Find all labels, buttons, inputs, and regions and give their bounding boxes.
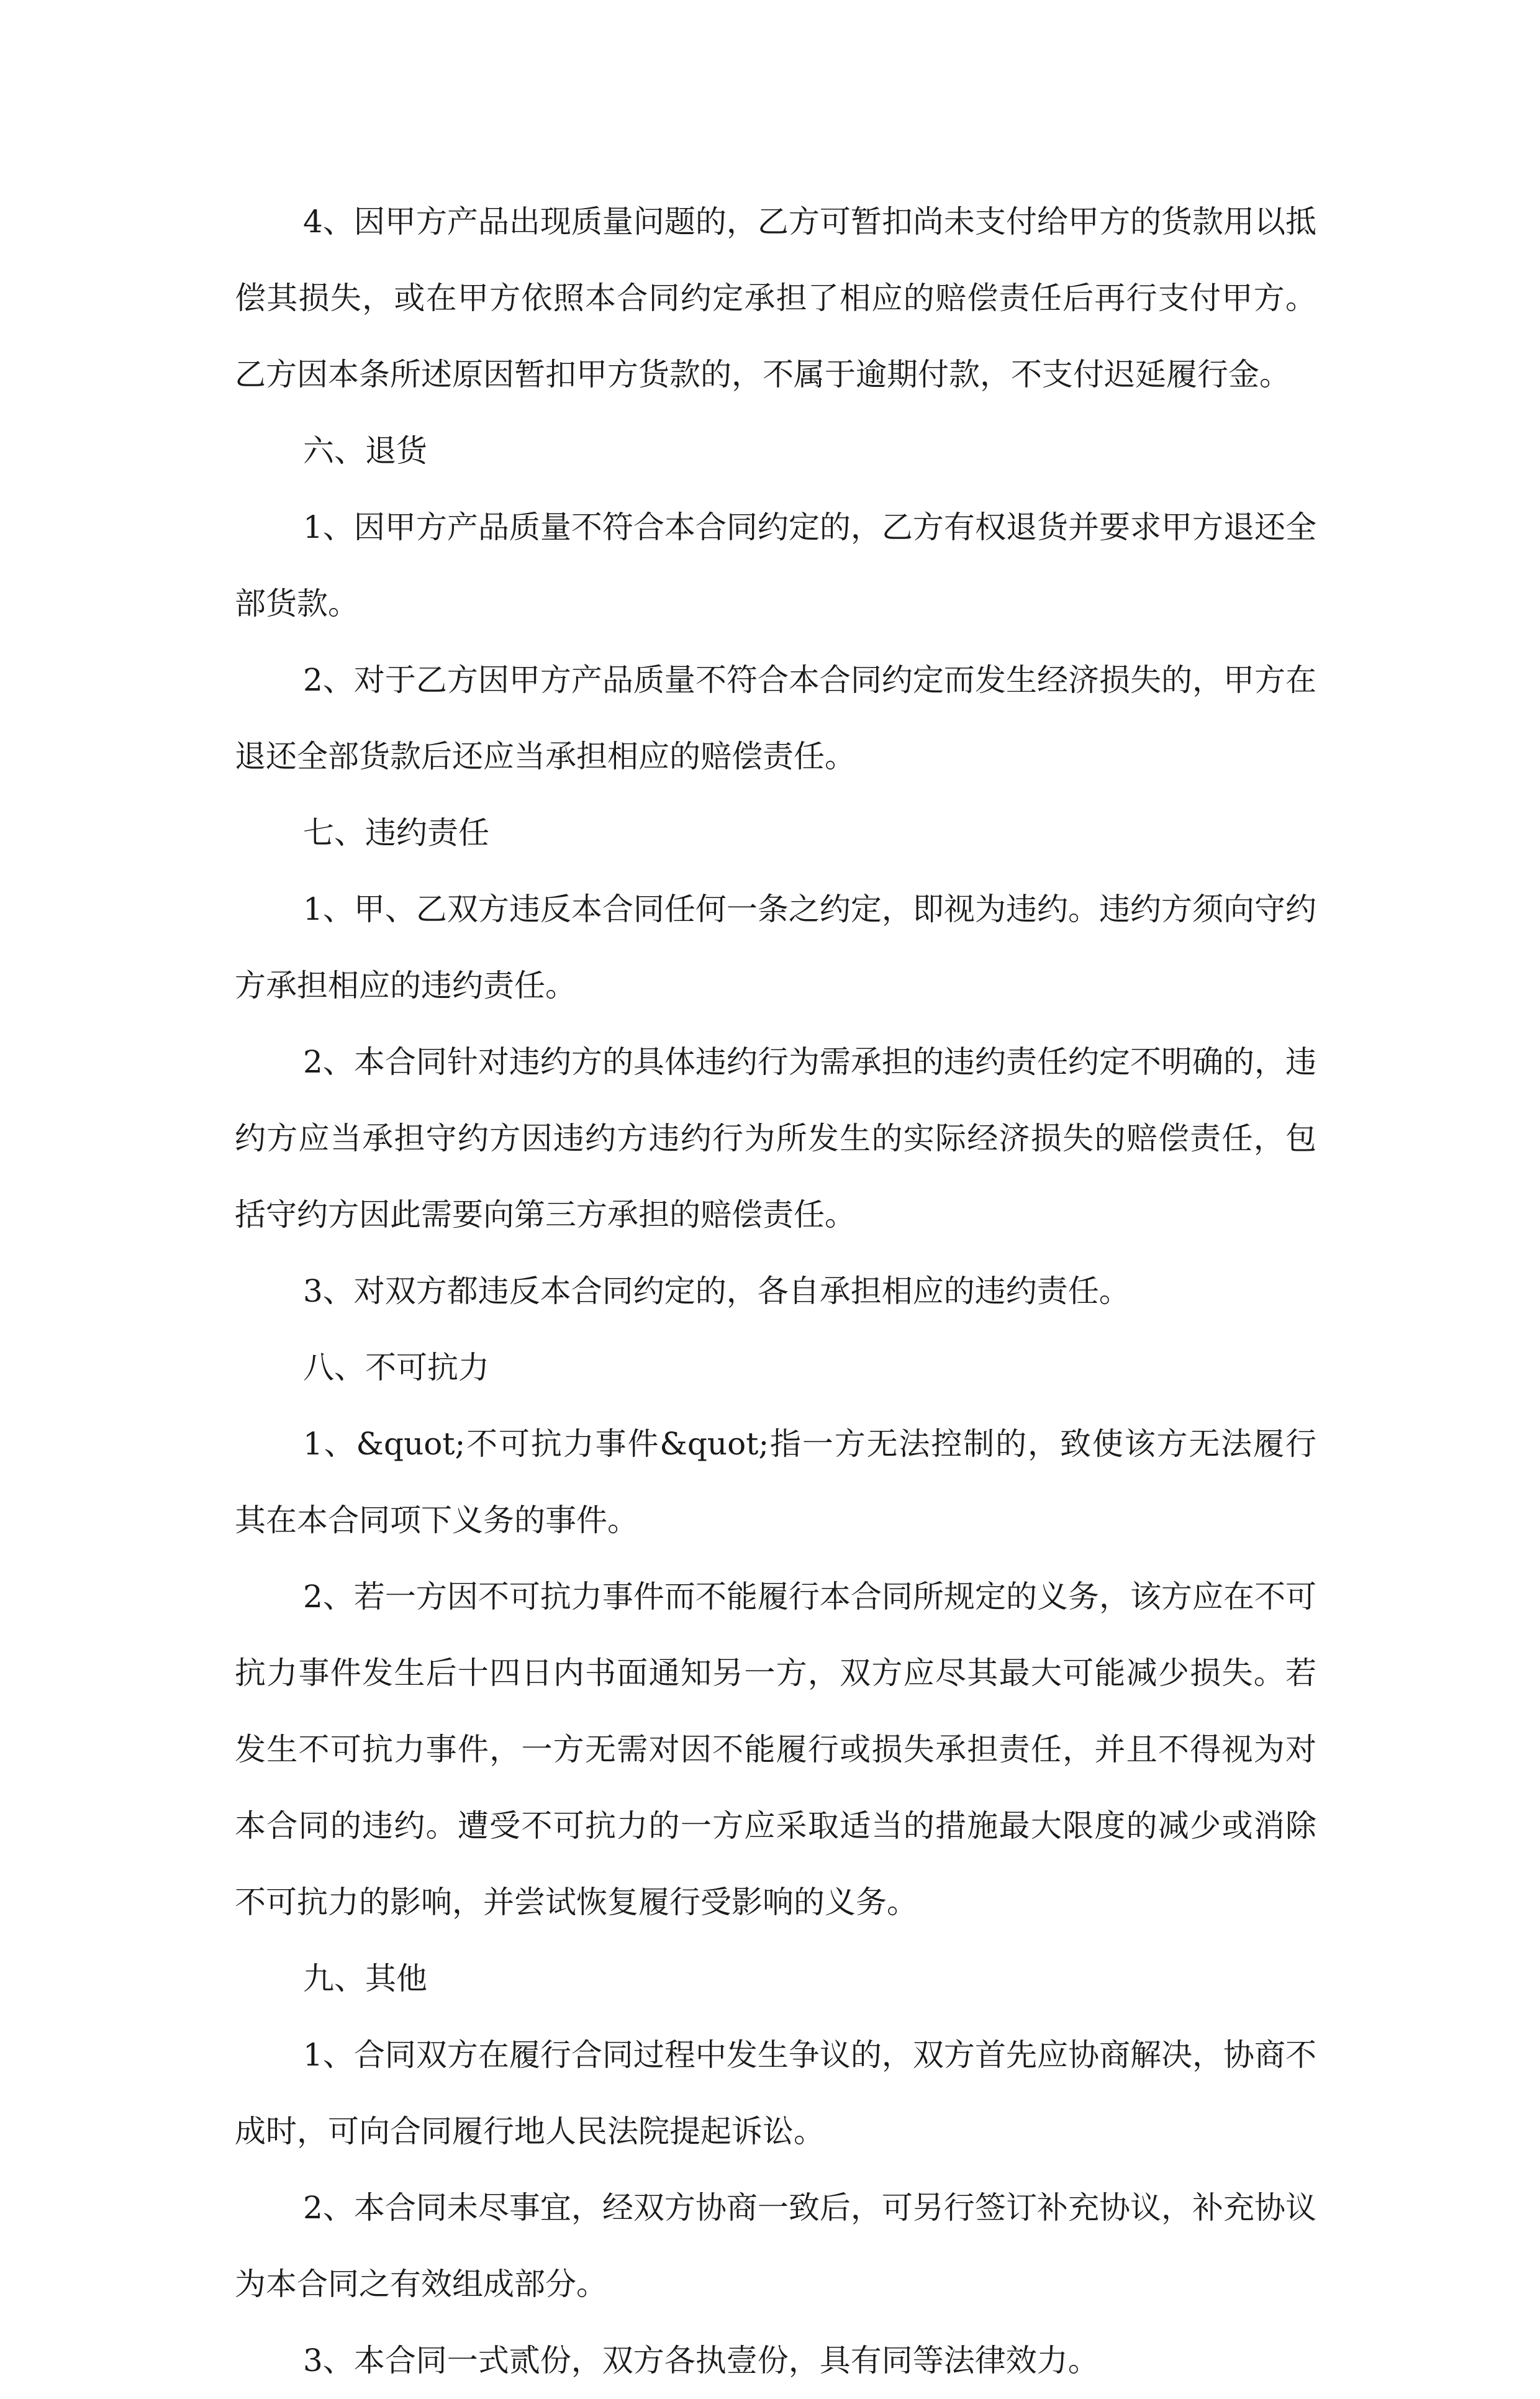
paragraph-other-3: 3、本合同一式贰份，双方各执壹份，具有同等法律效力。	[303, 2342, 1099, 2379]
paragraph-force-majeure-1: 1、&quot;不可抗力事件&quot;指一方无法控制的，致使该方无法履行其在本合同项下义务的事件。	[235, 1426, 1316, 1538]
paragraph-force-majeure-2: 2、若一方因不可抗力事件而不能履行本合同所规定的义务，该方应在不可抗力事件发生后十四日内书面通知另一方，双方应尽其最大可能减少损失。若发生不可抗力事件，一方无需对因不能履行或损失承担责任，并且不得视为对本合同的违约。遭受不可抗力的一方应采取适当的措施最大限度的减少或消除不可抗力的影响，并尝试恢复履行受影响的义务。	[235, 1579, 1316, 1920]
paragraph-returns-1: 1、因甲方产品质量不符合本合同约定的，乙方有权退货并要求甲方退还全部货款。	[235, 509, 1316, 622]
paragraph-breach-2: 2、本合同针对违约方的具体违约行为需承担的违约责任约定不明确的，违约方应当承担守约方因违约方违约行为所发生的实际经济损失的赔偿责任，包括守约方因此需要向第三方承担的赔偿责任。	[235, 1044, 1316, 1233]
paragraph-breach-3: 3、对双方都违反本合同约定的，各自承担相应的违约责任。	[303, 1273, 1130, 1309]
paragraph-clause-5-4: 4、因甲方产品出现质量问题的，乙方可暂扣尚未支付给甲方的货款用以抵偿其损失，或在甲方依照本合同约定承担了相应的赔偿责任后再行支付甲方。乙方因本条所述原因暂扣甲方货款的，不属于逾期付款，不支付迟延履行金。	[235, 204, 1316, 392]
paragraph-returns-2: 2、对于乙方因甲方产品质量不符合本合同约定而发生经济损失的，甲方在退还全部货款后还应当承担相应的赔偿责任。	[235, 662, 1316, 774]
document-body	[235, 184, 1316, 2399]
section-heading-other: 九、其他	[303, 1961, 427, 1997]
section-heading-breach: 七、违约责任	[303, 815, 489, 851]
section-heading-force-majeure: 八、不可抗力	[303, 1349, 489, 1385]
paragraph-other-1: 1、合同双方在履行合同过程中发生争议的，双方首先应协商解决，协商不成时，可向合同履行地人民法院提起诉讼。	[235, 2037, 1316, 2149]
section-heading-returns: 六、退货	[303, 433, 427, 469]
paragraph-other-2: 2、本合同未尽事宜，经双方协商一致后，可另行签订补充协议，补充协议为本合同之有效组成部分。	[235, 2190, 1316, 2302]
paragraph-breach-1: 1、甲、乙双方违反本合同任何一条之约定，即视为违约。违约方须向守约方承担相应的违约责任。	[235, 891, 1316, 1004]
